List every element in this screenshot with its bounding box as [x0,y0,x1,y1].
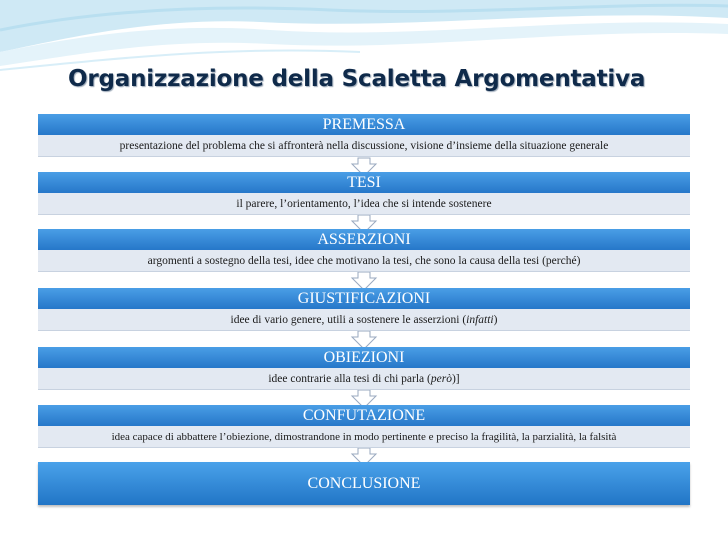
step-description [38,309,690,331]
step-text-end: )] [451,373,460,385]
step-heading: GIUSTIFICAZIONI [38,288,690,309]
step-description: presentazione del problema che si affronterà nella discussione, visione d’insieme della situazione generale [38,135,690,157]
step-description: il parere, l’orientamento, l’idea che si intende sostenere [38,193,690,215]
step-keyword: però [430,373,452,385]
step-text-end: ) [493,314,498,326]
step-heading: OBIEZIONI [38,347,690,368]
slide-title: Organizzazione della Scaletta Argomentativa [68,66,646,92]
step-heading: PREMESSA [38,114,690,135]
step-keyword: infatti [466,314,494,326]
step-description: idea capace di abbattere l’obiezione, dimostrandone in modo pertinente e preciso la fragilità, la parzialità, la falsità [38,426,690,448]
step-description [38,368,690,390]
step-text: idee di vario genere, utili a sostenere le asserzioni ( [230,314,467,326]
step-description: argomenti a sostegno della tesi, idee che motivano la tesi, che sono la causa della tesi (perché) [38,250,690,272]
step-heading: CONFUTAZIONE [38,405,690,426]
step-heading: TESI [38,172,690,193]
step-text: idee contrarie alla tesi di chi parla ( [268,373,431,385]
step-heading: ASSERZIONI [38,229,690,250]
step-conclusione: CONCLUSIONE [38,462,690,505]
